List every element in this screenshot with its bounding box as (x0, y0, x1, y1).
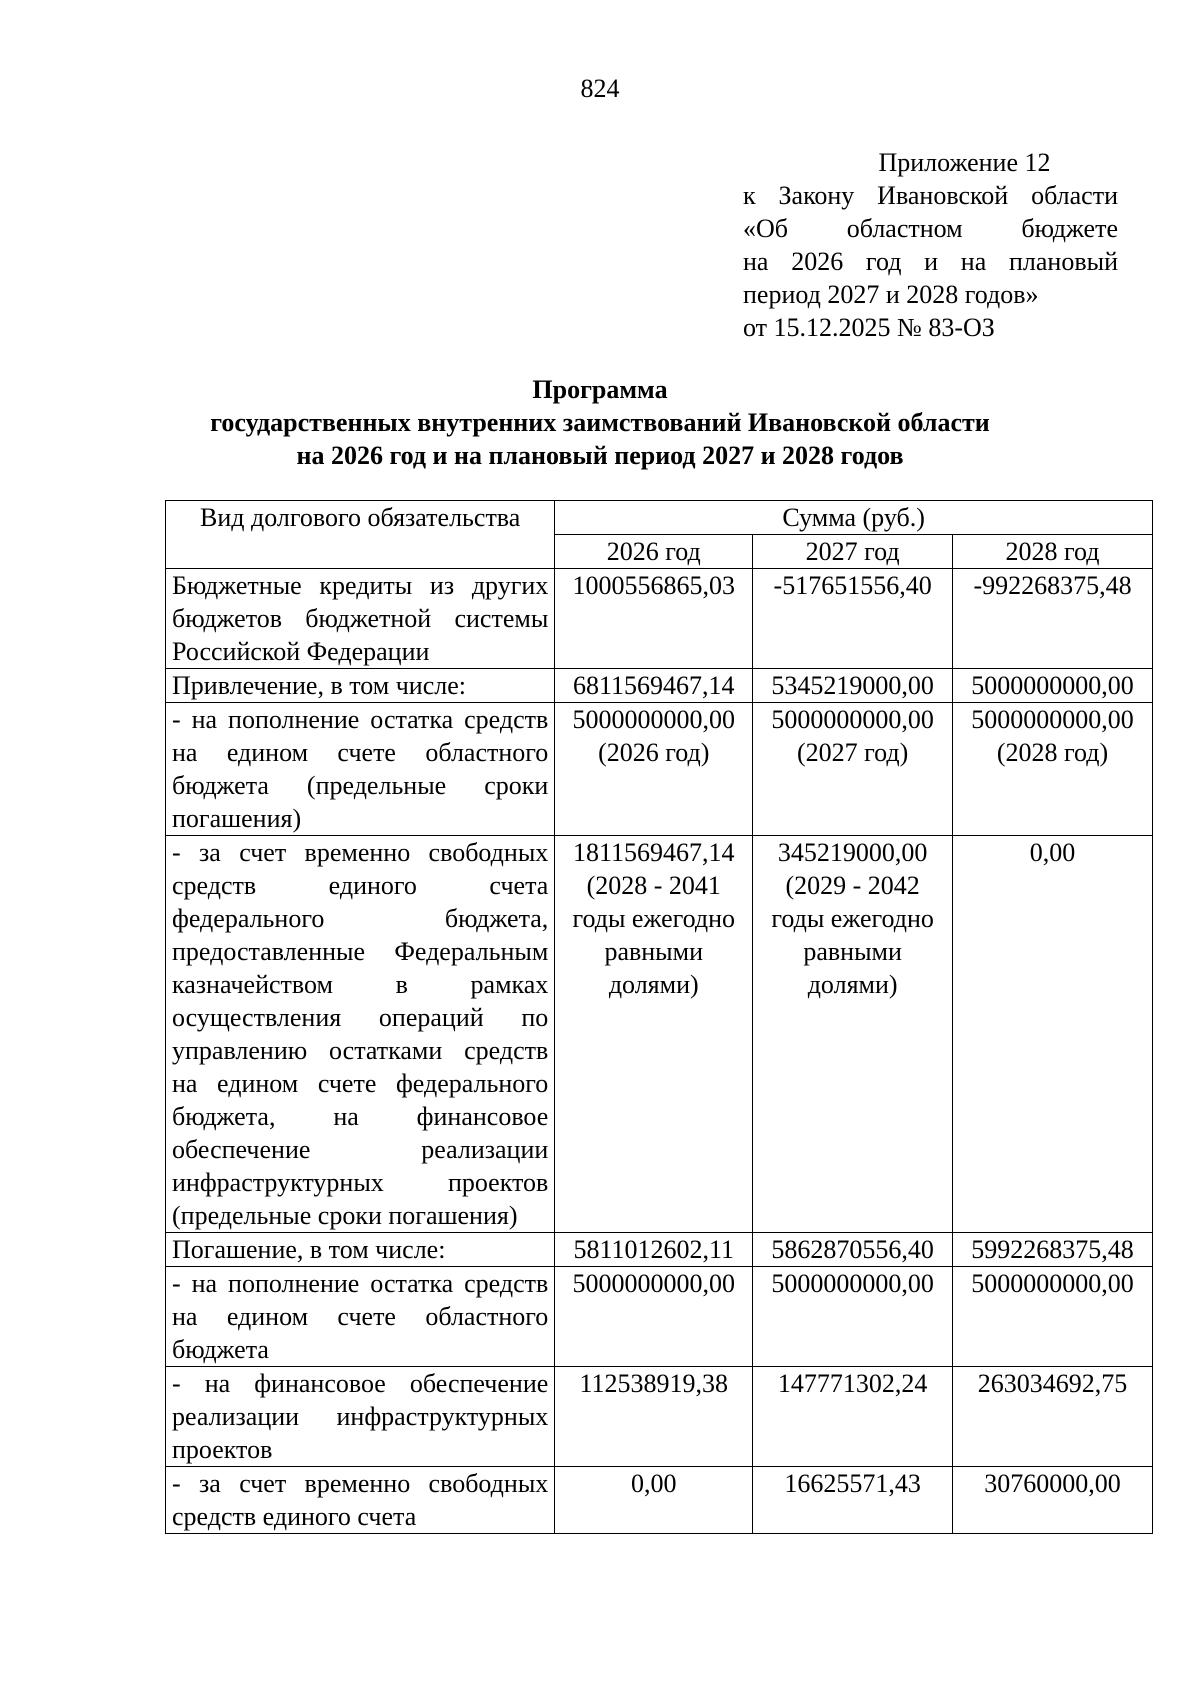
title-line-3: на 2026 год и на плановый период 2027 и 2028 годов (296, 441, 904, 470)
borrowing-table (165, 500, 1153, 1534)
table-row (166, 703, 1153, 836)
row-name: - на пополнение остатка средств на едином счете областного бюджета (предельные сроки погашения) (166, 703, 555, 836)
page-number: 824 (580, 74, 620, 103)
row-value-2026: 5000000000,00 (555, 1267, 753, 1367)
table-header-row (166, 501, 1153, 535)
row-value-2028: -992268375,48 (953, 569, 1153, 669)
appendix-line-2: к Закону Ивановской области (743, 181, 1118, 210)
table-row (166, 1367, 1153, 1467)
row-value-2026: 0,00 (555, 1467, 753, 1534)
row-name: - на пополнение остатка средств на едином счете областного бюджета (166, 1267, 555, 1367)
row-value-2027: 147771302,24 (753, 1367, 953, 1467)
row-value-2026: 1811569467,14 (2028 - 2041 годы ежегодно равными долями) (555, 836, 753, 1233)
row-name: Привлечение, в том числе: (166, 669, 555, 703)
appendix-block (743, 146, 1118, 344)
appendix-line-3: «Об областном бюджете (743, 214, 1118, 243)
document-title (0, 373, 1200, 472)
appendix-line-5: период 2027 и 2028 годов» (743, 280, 1039, 309)
row-value-2026: 6811569467,14 (555, 669, 753, 703)
row-value-2026: 5811012602,11 (555, 1233, 753, 1267)
row-value-2028: 5992268375,48 (953, 1233, 1153, 1267)
header-year-2026: 2026 год (555, 535, 753, 569)
row-value-2027: 16625571,43 (753, 1467, 953, 1534)
row-value-2028: 5000000000,00 (953, 1267, 1153, 1367)
row-name: - на финансовое обеспечение реализации инфраструктурных проектов (166, 1367, 555, 1467)
header-debt-type: Вид долгового обязательства (166, 501, 555, 569)
table-row (166, 1267, 1153, 1367)
row-name: - за счет временно свободных средств единого счета (166, 1467, 555, 1534)
row-value-2027: 5000000000,00 (2027 год) (753, 703, 953, 836)
table-row (166, 1233, 1153, 1267)
row-value-2027: -517651556,40 (753, 569, 953, 669)
row-value-2026: 1000556865,03 (555, 569, 753, 669)
title-line-1: Программа (532, 375, 668, 404)
table-row (166, 836, 1153, 1233)
header-year-2027: 2027 год (753, 535, 953, 569)
row-value-2028: 5000000000,00 (953, 669, 1153, 703)
table-row (166, 569, 1153, 669)
row-name: - за счет временно свободных средств единого счета федерального бюджета, предоставленные Федеральным казначейством в рамках осуществления операций по управлению остатками средств на едином счете федерального бюджета, на финансовое обеспечение реализации инфраструктурных проектов (предельные сроки погашения) (166, 836, 555, 1233)
header-sum: Сумма (руб.) (555, 501, 1153, 535)
row-value-2026: 5000000000,00 (2026 год) (555, 703, 753, 836)
row-name: Бюджетные кредиты из других бюджетов бюджетной системы Российской Федерации (166, 569, 555, 669)
appendix-line-4: на 2026 год и на плановый (743, 247, 1118, 276)
row-value-2028: 5000000000,00 (2028 год) (953, 703, 1153, 836)
row-value-2027: 5345219000,00 (753, 669, 953, 703)
row-value-2027: 5000000000,00 (753, 1267, 953, 1367)
row-value-2026: 112538919,38 (555, 1367, 753, 1467)
row-value-2028: 0,00 (953, 836, 1153, 1233)
appendix-line-6: от 15.12.2025 № 83-ОЗ (743, 313, 995, 342)
table-row (166, 1467, 1153, 1534)
row-value-2028: 263034692,75 (953, 1367, 1153, 1467)
row-value-2027: 5862870556,40 (753, 1233, 953, 1267)
appendix-line-1: Приложение 12 (878, 148, 1051, 177)
table-row (166, 669, 1153, 703)
row-name: Погашение, в том числе: (166, 1233, 555, 1267)
title-line-2: государственных внутренних заимствований Ивановской области (210, 408, 990, 437)
row-value-2028: 30760000,00 (953, 1467, 1153, 1534)
row-value-2027: 345219000,00 (2029 - 2042 годы ежегодно равными долями) (753, 836, 953, 1233)
header-year-2028: 2028 год (953, 535, 1153, 569)
